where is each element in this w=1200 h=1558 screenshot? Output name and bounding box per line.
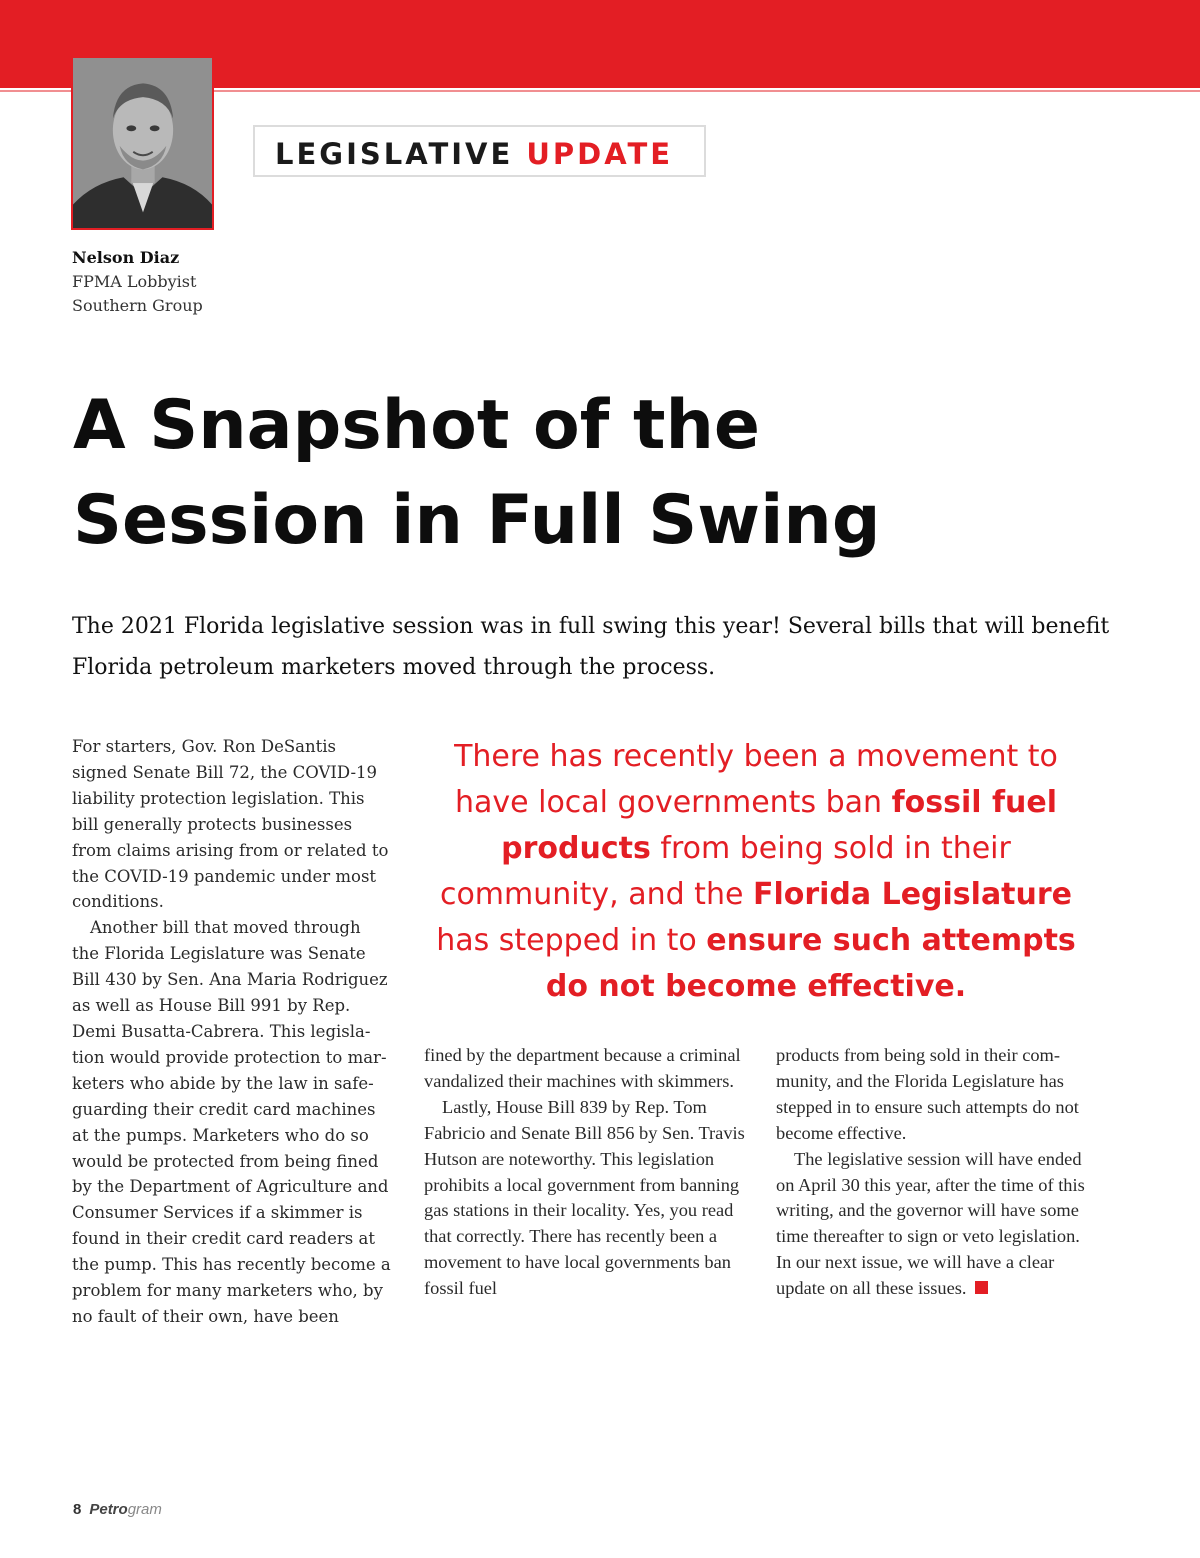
- body-column-3: [776, 1043, 1096, 1302]
- article-headline: [73, 378, 1073, 568]
- body-paragraph-text: The legislative session will have ended on April 30 this year, after the time of this writing, and the governor will have some time thereafter to sign or veto legislation. In our next issue, we will have a clear update on all these issues.: [776, 1148, 1085, 1299]
- end-mark-icon: [975, 1281, 988, 1294]
- pull-quote: [418, 734, 1094, 1010]
- pull-quote-text: There has recently been a movement to have local governments ban: [454, 739, 1058, 820]
- body-paragraph: products from being sold in their community, and the Florida Legislature has stepped in to ensure such attempts do not become effective.: [776, 1045, 1079, 1143]
- author-name: Nelson Diaz: [72, 248, 180, 267]
- body-paragraph: Another bill that moved through the Florida Legislature was Senate Bill 430 by Sen. Ana Maria Rodriguez as well as House Bill 991 by Rep. Demi Busatta-Cabrera. This legislation would provide protection to marketers who abide by the law in safeguarding their credit card machines at the pumps. Marketers who do so would be protected from being fined by the Department of Agriculture and Consumer Services if a skimmer is found in their credit card readers at the pump. This has recently become a problem for many marketers who, by no fault of their own, have been: [72, 918, 391, 1326]
- pull-quote-emphasis: fossil fuel products: [501, 785, 1058, 866]
- section-label: [253, 125, 706, 177]
- article-dek: The 2021 Florida legislative session was in full swing this year! Several bills that will benefit Florida petroleum marketers moved through the process.: [72, 614, 1110, 680]
- body-paragraph: fined by the department because a criminal vandalized their machines with skimmers.: [424, 1045, 741, 1091]
- body-paragraph: Lastly, House Bill 839 by Rep. Tom Fabricio and Senate Bill 856 by Sen. Travis Hutson are noteworthy. This legislation prohibits a local government from banning gas stations in their locality. Yes, you read that correctly. There has recently been a movement to have local governments ban fossil fuel: [424, 1096, 745, 1299]
- pull-quote-emphasis: Florida Legislature: [752, 877, 1073, 912]
- author-photo: [71, 56, 214, 230]
- body-paragraph: For starters, Gov. Ron DeSantis signed Senate Bill 72, the COVID-19 liability protection legislation. This bill generally protects businesses from claims arising from or related to the COVID-19 pandemic under most conditions.: [72, 737, 389, 912]
- body-paragraph-last: [776, 1147, 1096, 1302]
- pull-quote-text: from being sold in their community, and the: [439, 831, 1011, 912]
- body-column-1: [72, 734, 392, 1330]
- headline-line-1: A Snapshot of the: [73, 386, 761, 465]
- headline-line-2: Session in Full Swing: [73, 481, 881, 560]
- section-label-word1: LEGISLATIVE: [275, 137, 514, 171]
- page-footer: [73, 1501, 162, 1518]
- section-label-word2: UPDATE: [526, 137, 674, 171]
- author-org: Southern Group: [72, 296, 203, 315]
- page-number: 8: [73, 1501, 82, 1518]
- pull-quote-emphasis: ensure such attempts do not become effective.: [545, 923, 1076, 1004]
- pull-quote-text: has stepped in to: [436, 923, 707, 958]
- body-column-2: [424, 1043, 749, 1302]
- publication-name-part2: gram: [127, 1501, 162, 1518]
- publication-name-part1: Petro: [89, 1501, 128, 1518]
- author-role: FPMA Lobbyist: [72, 272, 197, 291]
- author-byline: [72, 246, 203, 318]
